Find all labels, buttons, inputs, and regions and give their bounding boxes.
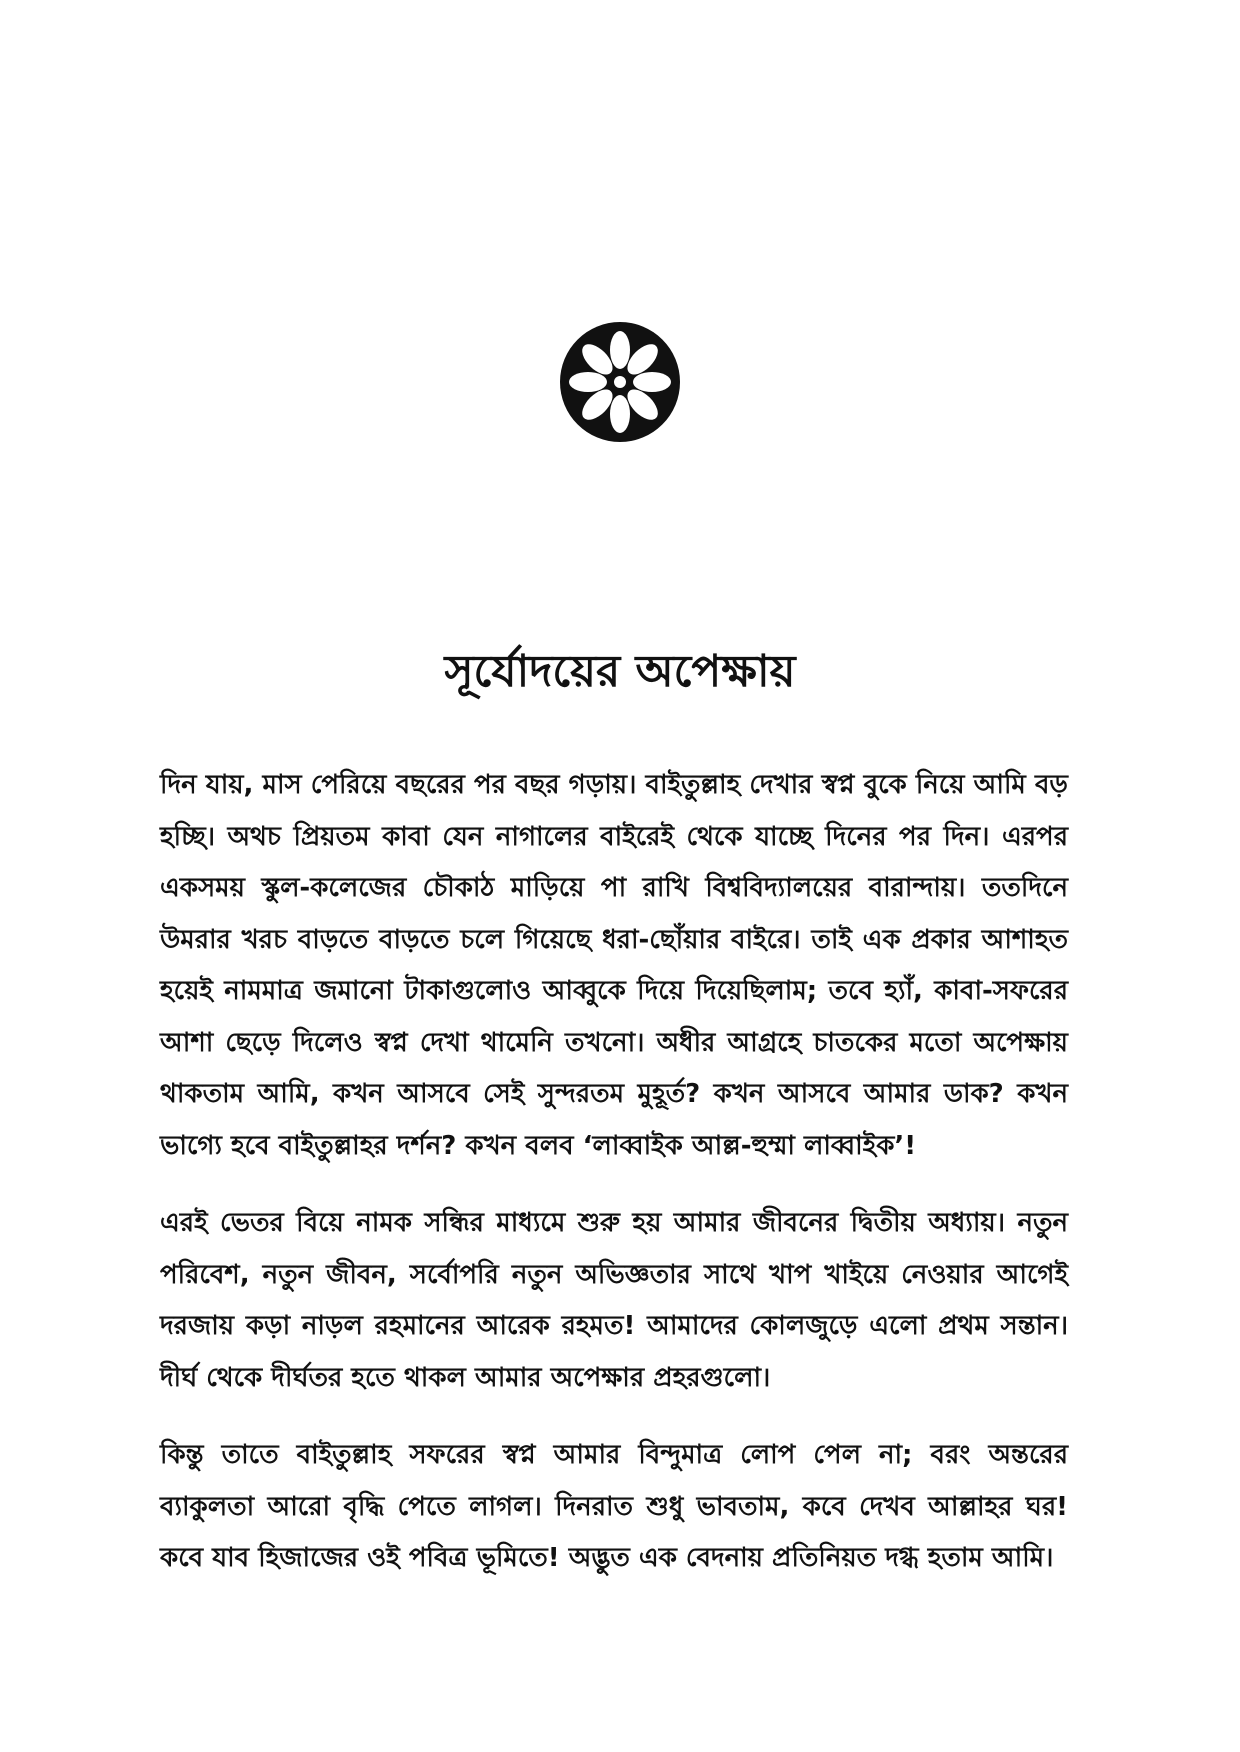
- paragraph-3: কিন্তু তাতে বাইতুল্লাহ সফরের স্বপ্ন আমার বিন্দুমাত্র লোপ পেল না; বরং অন্তরের ব্যাকুলতা আরো বৃদ্ধি পেতে লাগল। দিনরাত শুধু ভাবতাম, কবে দেখব আল্লাহর ঘর! কবে যাব হিজাজের ওই পবিত্র ভূমিতে! অদ্ভুত এক বেদনায় প্রতিনিয়ত দগ্ধ হতাম আমি।: [160, 1440, 1068, 1573]
- chapter-title: সূর্যোদয়ের অপেক্ষায়: [444, 646, 796, 697]
- paragraph-2: এরই ভেতর বিয়ে নামক সন্ধির মাধ্যমে শুরু হয় আমার জীবনের দ্বিতীয় অধ্যায়। নতুন পরিবেশ, নতুন জীবন, সর্বোপরি নতুন অভিজ্ঞতার সাথে খাপ খাইয়ে নেওয়ার আগেই দরজায় কড়া নাড়ল রহমানের আরেক রহমত! আমাদের কোলজুড়ে এলো প্রথম সন্তান। দীর্ঘ থেকে দীর্ঘতর হতে থাকল আমার অপেক্ষার প্রহরগুলো।: [160, 1208, 1068, 1393]
- chapter-body: [160, 760, 1068, 1611]
- paragraph-1: দিন যায়, মাস পেরিয়ে বছরের পর বছর গড়ায়। বাইতুল্লাহ দেখার স্বপ্ন বুকে নিয়ে আমি বড় হচ্ছি। অথচ প্রিয়তম কাবা যেন নাগালের বাইরেই থেকে যাচ্ছে দিনের পর দিন। এরপর একসময় স্কুল-কলেজের চৌকাঠ মাড়িয়ে পা রাখি বিশ্ববিদ্যালয়ের বারান্দায়। ততদিনে উমরার খরচ বাড়তে বাড়তে চলে গিয়েছে ধরা-ছোঁয়ার বাইরে। তাই এক প্রকার আশাহত হয়েই নামমাত্র জমানো টাকাগুলোও আব্বুকে দিয়ে দিয়েছিলাম; তবে হ্যাঁ, কাবা-সফরের আশা ছেড়ে দিলেও স্বপ্ন দেখা থামেনি তখনো। অধীর আগ্রহে চাতকের মতো অপেক্ষায় থাকতাম আমি, কখন আসবে সেই সুন্দরতম মুহূর্ত? কখন আসবে আমার ডাক? কখন ভাগ্যে হবে বাইতুল্লাহর দর্শন? কখন বলব ‘লাব্বাইক আল্ল-হুম্মা লাব্বাইক’!: [160, 770, 1068, 1161]
- flower-in-circle-icon: [558, 320, 682, 444]
